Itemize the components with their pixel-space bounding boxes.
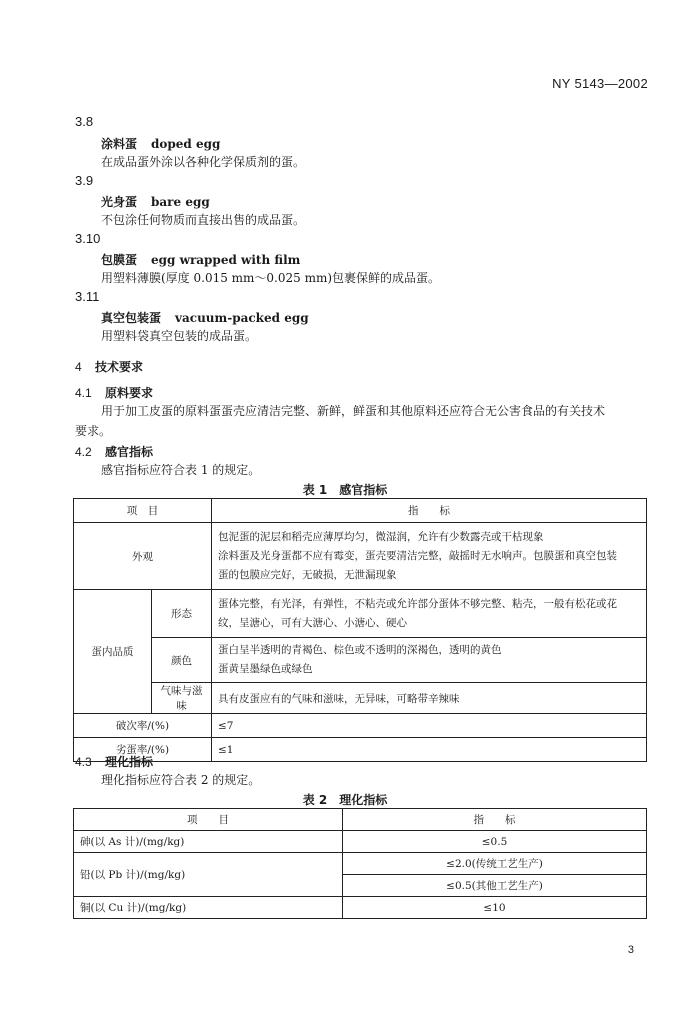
- subsection-heading: [75, 443, 153, 460]
- cell-line: 蛋体完整，有光泽，有弹性，不粘壳或允许部分蛋体不够完整、粘壳，一般有松花或花: [218, 597, 617, 610]
- subsection-number: 4.3: [75, 755, 92, 769]
- appearance-value: [212, 523, 647, 590]
- term-zh: 真空包装蛋: [101, 311, 162, 325]
- cell-line: 涂料蛋及光身蛋都不应有霉变，蛋壳要清洁完整，敲摇时无水响声。包膜蛋和真空包装: [218, 549, 617, 562]
- section-heading: [75, 358, 143, 375]
- inner-quality-label: 蛋内品质: [74, 590, 152, 714]
- paragraph-line: 感官指标应符合表 1 的规定。: [101, 463, 261, 477]
- lead-value-other: ≤0.5(其他工艺生产): [343, 875, 647, 897]
- clause-number: 3.10: [75, 231, 101, 246]
- paragraph-line: 理化指标应符合表 2 的规定。: [101, 773, 261, 787]
- taste-label: 气味与滋味: [152, 683, 212, 714]
- section-number: 4: [75, 360, 82, 374]
- term-en: vacuum-packed egg: [175, 311, 309, 325]
- shape-label: 形态: [152, 590, 212, 638]
- subsection-heading: [75, 384, 153, 401]
- sensory-table: [73, 498, 647, 762]
- term-zh: 包膜蛋: [101, 253, 138, 267]
- subsection-title: 感官指标: [105, 445, 154, 459]
- term-en: egg wrapped with film: [151, 253, 301, 267]
- term-definition: 用塑料袋真空包装的成品蛋。: [101, 329, 258, 343]
- term-definition: 在成品蛋外涂以各种化学保质剂的蛋。: [101, 155, 306, 169]
- clause-number: 3.11: [75, 289, 100, 304]
- clause-number: 3.8: [75, 114, 94, 129]
- paragraph-line: 要求。: [75, 424, 112, 438]
- section-title: 技术要求: [95, 360, 144, 374]
- term-zh: 涂料蛋: [101, 137, 138, 151]
- shape-value: [212, 590, 647, 638]
- cell-line: 蛋白呈半透明的青褐色、棕色或不透明的深褐色，透明的黄色: [218, 644, 502, 656]
- arsenic-value: ≤0.5: [343, 831, 647, 853]
- term-definition: 不包涂任何物质而直接出售的成品蛋。: [101, 213, 306, 227]
- taste-value: 具有皮蛋应有的气味和滋味，无异味，可略带辛辣味: [212, 683, 647, 714]
- clause-number: 3.9: [75, 173, 94, 188]
- lead-value-traditional: ≤2.0(传统工艺生产): [343, 853, 647, 875]
- cell-line: 蛋黄呈墨绿色或绿色: [218, 663, 313, 675]
- cell-line: 包泥蛋的泥层和稻壳应薄厚均匀，微湿润，允许有少数露壳或干枯现象: [218, 530, 544, 543]
- color-value: [212, 638, 647, 683]
- table1-caption: 表 1 感官指标: [302, 483, 388, 497]
- subsection-title: 原料要求: [105, 386, 154, 400]
- table-header-index: 指 标: [212, 499, 647, 523]
- appearance-label: 外观: [74, 523, 212, 590]
- arsenic-label: 砷(以 As 计)/(mg/kg): [74, 831, 343, 853]
- physicochemical-table: [73, 808, 647, 919]
- copper-label: 铜(以 Cu 计)/(mg/kg): [74, 897, 343, 919]
- paragraph-line: 用于加工皮蛋的原料蛋蛋壳应清洁完整、新鲜，鲜蛋和其他原料还应符合无公害食品的有关技术: [101, 404, 606, 418]
- bad-egg-rate-label: 劣蛋率/(%): [74, 738, 212, 762]
- copper-value: ≤10: [343, 897, 647, 919]
- term-entry: [101, 251, 300, 268]
- page-number: 3: [627, 944, 634, 956]
- bad-egg-rate-value: ≤1: [212, 738, 647, 762]
- table-header-index: 指 标: [343, 809, 647, 831]
- subsection-heading: [75, 753, 153, 770]
- subsection-number: 4.2: [75, 445, 92, 459]
- table2-caption: 表 2 理化指标: [302, 793, 388, 807]
- lead-label: 铅(以 Pb 计)/(mg/kg): [74, 853, 343, 897]
- term-en: bare egg: [151, 195, 210, 209]
- table-header-item: 项 目: [74, 809, 343, 831]
- term-entry: [101, 135, 220, 152]
- term-entry: [101, 309, 309, 326]
- table-header-item: 项 目: [74, 499, 212, 523]
- broken-rate-label: 破次率/(%): [74, 714, 212, 738]
- standard-number: NY 5143—2002: [552, 76, 648, 91]
- color-label: 颜色: [152, 638, 212, 683]
- cell-line: 纹，呈溏心，可有大溏心、小溏心、硬心: [218, 616, 407, 629]
- broken-rate-value: ≤7: [212, 714, 647, 738]
- subsection-number: 4.1: [75, 386, 92, 400]
- term-en: doped egg: [151, 137, 221, 151]
- term-entry: [101, 193, 210, 210]
- term-zh: 光身蛋: [101, 195, 138, 209]
- term-definition: 用塑料薄膜(厚度 0.015 mm～0.025 mm)包裹保鲜的成品蛋。: [101, 271, 441, 285]
- cell-line: 蛋的包膜应完好，无破损，无泄漏现象: [218, 568, 397, 581]
- subsection-title: 理化指标: [105, 755, 154, 769]
